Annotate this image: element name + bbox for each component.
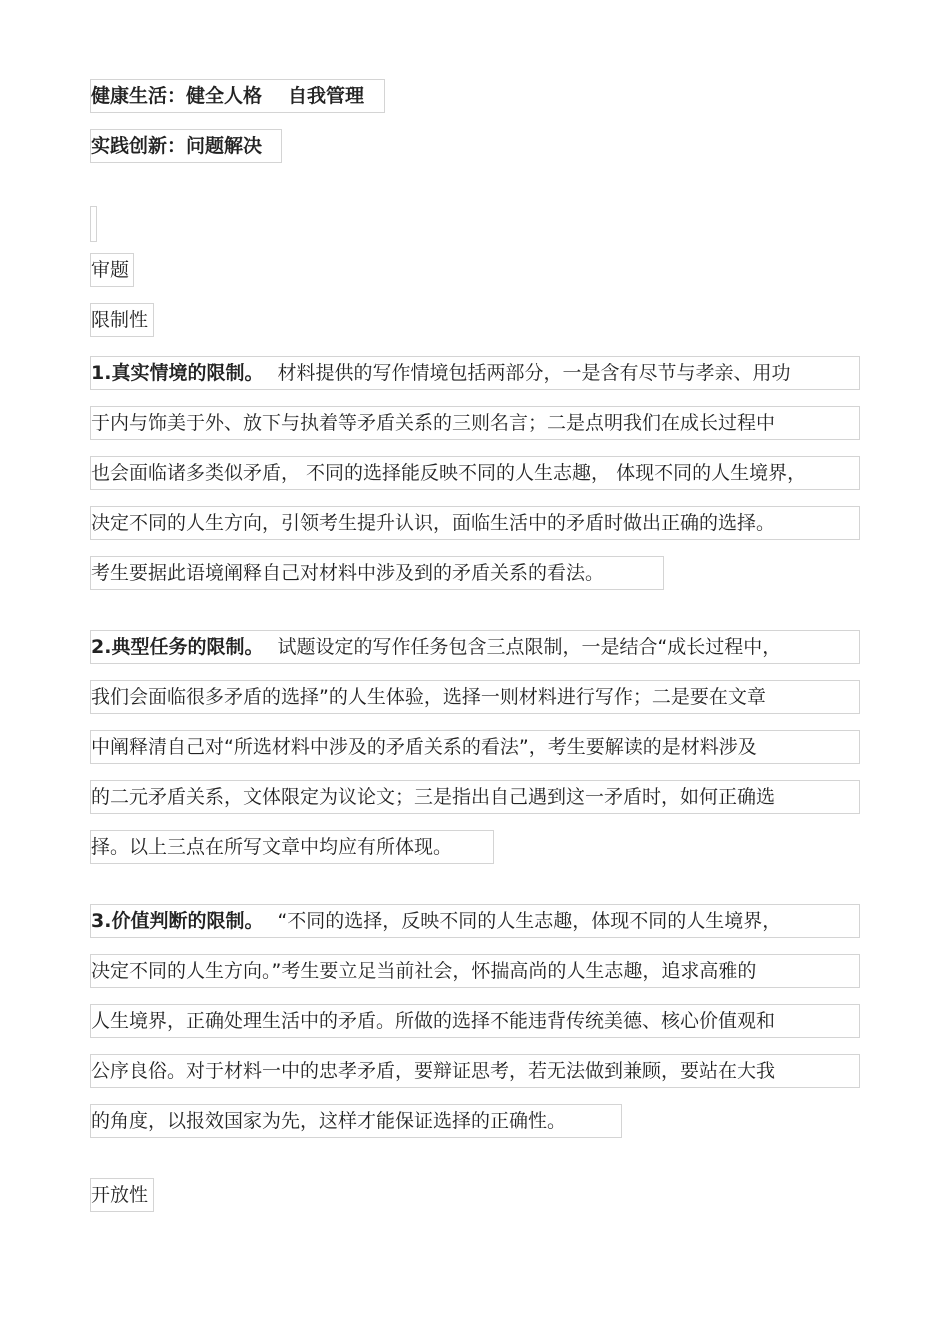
para1-text-1: 材料提供的写作情境包括两部分，一是含有尽节与孝亲、用功: [277, 362, 791, 384]
para3-text-5: 的角度，以报效国家为先，这样才能保证选择的正确性。: [91, 1110, 567, 1132]
para2-text-5: 择。以上三点在所写文章中均应有所体现。: [91, 836, 453, 858]
para2-line-2: [90, 680, 860, 714]
para1-text-2: 于内与饰美于外、放下与执着等矛盾关系的三则名言；二是点明我们在成长过程中: [91, 412, 776, 434]
para3-line-1: [90, 904, 860, 938]
section-kaifangxing-label: 开放性: [91, 1184, 149, 1206]
section-shenti: [90, 253, 134, 287]
competency-healthy-life-b: 自我管理: [288, 85, 365, 107]
para2-text-3: 中阐释清自己对“所选材料中涉及的矛盾关系的看法”，考生要解读的是材料涉及: [91, 736, 757, 758]
para3-line-3: [90, 1004, 860, 1038]
para2-line-3: [90, 730, 860, 764]
para1-line-4: [90, 506, 860, 540]
para3-text-1: “不同的选择，反映不同的人生志趣，体现不同的人生境界，: [277, 910, 782, 932]
section-kaifangxing: [90, 1178, 154, 1212]
empty-box: [90, 206, 97, 242]
competency-line-healthy-life: [90, 79, 385, 113]
para2-line-4: [90, 780, 860, 814]
para3-text-3: 人生境界，正确处理生活中的矛盾。所做的选择不能违背传统美德、核心价值观和: [91, 1010, 776, 1032]
para2-text-1: 试题设定的写作任务包含三点限制，一是结合“成长过程中，: [277, 636, 782, 658]
competency-healthy-life-a: 健康生活：健全人格: [91, 85, 263, 107]
para3-text-4: 公序良俗。对于材料一中的忠孝矛盾，要辩证思考，若无法做到兼顾，要站在大我: [91, 1060, 776, 1082]
para1-text-3: 也会面临诸多类似矛盾， 不同的选择能反映不同的人生志趣， 体现不同的人生境界，: [91, 462, 807, 484]
para2-text-2: 我们会面临很多矛盾的选择”的人生体验，选择一则材料进行写作；二是要在文章: [91, 686, 766, 708]
para1-line-3: [90, 456, 860, 490]
competency-line-practice: [90, 129, 282, 163]
para1-text-5: 考生要据此语境阐释自己对材料中涉及到的矛盾关系的看法。: [91, 562, 605, 584]
competency-practice-text: 实践创新：问题解决: [91, 135, 263, 157]
section-xianzhixing-label: 限制性: [91, 309, 149, 331]
para2-line-1: [90, 630, 860, 664]
para2-line-5: [90, 830, 494, 864]
para1-line-2: [90, 406, 860, 440]
para3-line-4: [90, 1054, 860, 1088]
para2-lead: 2.典型任务的限制。: [91, 636, 264, 658]
para1-line-1: [90, 356, 860, 390]
section-shenti-label: 审题: [91, 259, 130, 281]
para3-line-2: [90, 954, 860, 988]
para3-text-2: 决定不同的人生方向。”考生要立足当前社会，怀揣高尚的人生志趣，追求高雅的: [91, 960, 757, 982]
para1-text-4: 决定不同的人生方向，引领考生提升认识，面临生活中的矛盾时做出正确的选择。: [91, 512, 776, 534]
para1-lead: 1.真实情境的限制。: [91, 362, 264, 384]
para3-lead: 3.价值判断的限制。: [91, 910, 264, 932]
para2-text-4: 的二元矛盾关系，文体限定为议论文；三是指出自己遇到这一矛盾时，如何正确选: [91, 786, 776, 808]
para3-line-5: [90, 1104, 622, 1138]
para1-line-5: [90, 556, 664, 590]
section-xianzhixing: [90, 303, 154, 337]
